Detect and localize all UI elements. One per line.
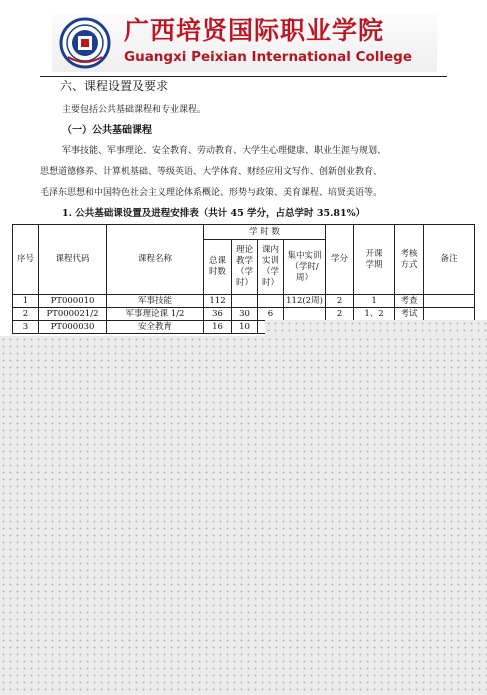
header-theory: 理论教学（学时） xyxy=(232,240,258,295)
header-total: 总课时数 xyxy=(204,240,232,295)
table-row: 1 PT000010 军事技能 112 112(2周) 2 1 考查 xyxy=(13,295,475,308)
header-exam: 考核方式 xyxy=(395,225,424,295)
header-semester: 开课学期 xyxy=(354,225,395,295)
content-mask-overlay xyxy=(0,336,487,695)
section-title: 六、课程设置及要求 xyxy=(60,79,169,93)
header-note: 备注 xyxy=(424,225,475,295)
college-logo-emblem-icon xyxy=(58,17,112,69)
table-header-row-1 xyxy=(13,225,475,240)
table-row: 3 PT000030 安全教育 16 10 xyxy=(13,321,475,334)
header-divider xyxy=(40,76,447,77)
college-name-english: Guangxi Peixian International College xyxy=(124,49,412,65)
table-row: 2 PT000021/2 军事理论课 1/2 36 30 6 2 1、2 考试 xyxy=(13,308,475,321)
header-seq: 序号 xyxy=(13,225,39,295)
course-schedule-table xyxy=(12,224,475,334)
college-name-chinese: 广西培贤国际职业学院 xyxy=(124,16,385,45)
paragraph-line-2: 思想道德修养、计算机基础、等级英语、大学体育、财经应用文写作、创新创业教育、 xyxy=(40,167,383,177)
paragraph-line-1: 军事技能、军事理论、安全教育、劳动教育、大学生心理健康、职业生涯与规划、 xyxy=(62,146,387,156)
paragraph-line-3: 毛泽东思想和中国特色社会主义理论体系概论、形势与政策、美育课程、培贤美语等。 xyxy=(40,188,383,198)
section-intro: 主要包括公共基础课程和专业课程。 xyxy=(62,105,207,115)
header-credit: 学分 xyxy=(326,225,354,295)
college-header xyxy=(52,14,437,72)
header-lab: 课内实训（学时） xyxy=(258,240,284,295)
table-title: 1. 公共基础课设置及进程安排表（共计 45 学分，占总学时 35.81%） xyxy=(62,208,366,219)
header-name: 课程名称 xyxy=(107,225,204,295)
header-intensive: 集中实训（学时/周） xyxy=(284,240,326,295)
header-hours-group: 学 时 数 xyxy=(204,225,326,240)
subsection-heading: （一）公共基础课程 xyxy=(62,125,152,136)
header-code: 课程代码 xyxy=(39,225,107,295)
content-mask-overlay-top xyxy=(265,320,487,337)
